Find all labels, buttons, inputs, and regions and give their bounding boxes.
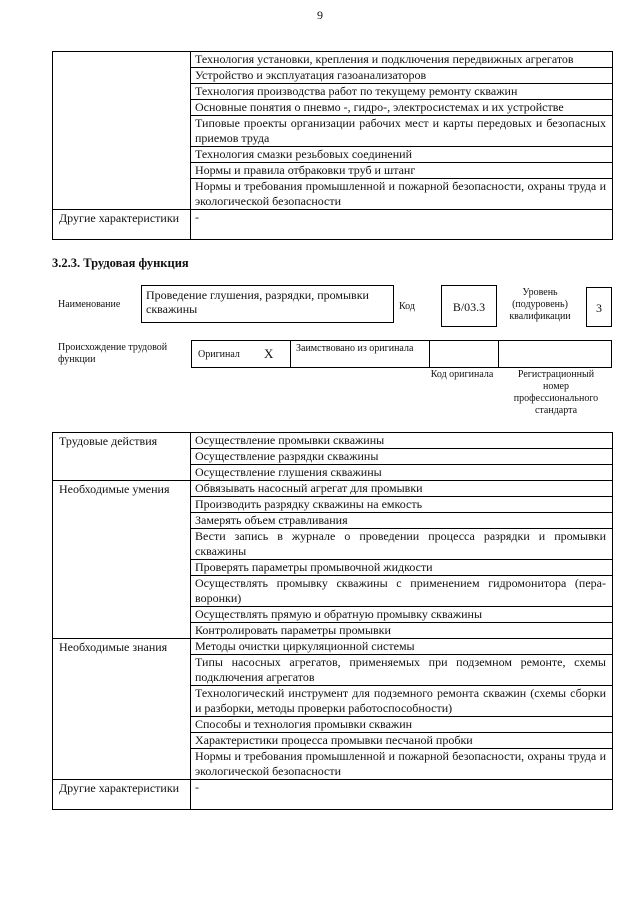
level-label: Уровень (подуровень) квалификации [509, 287, 571, 322]
original-mark: X [264, 346, 274, 361]
labor-actions-item: Осуществление промывки скважины [191, 433, 613, 449]
level-value-box [586, 287, 612, 327]
top-other-characteristics-label: Другие характеристики [53, 210, 191, 240]
main-other-characteristics-row [53, 780, 613, 810]
labor-actions-item: Осуществление глушения скважины [191, 465, 613, 481]
code-value: В/03.3 [452, 300, 486, 314]
skills-item: Контролировать параметры промывки [191, 623, 613, 639]
origin-divider-3 [498, 341, 499, 367]
origin-boxes [191, 340, 612, 368]
borrowed-label: Заимствовано из оригинала [296, 343, 414, 354]
top-table-body [53, 52, 613, 240]
reg-number-label: Регистрационный номер профессионального стандарта [513, 369, 599, 416]
knowledge-row [53, 639, 613, 655]
top-knowledge-item: Технология смазки резьбовых соединений [191, 147, 613, 163]
skills-item: Осуществлять прямую и обратную промывку скважины [191, 607, 613, 623]
top-knowledge-table [52, 51, 613, 240]
top-knowledge-item: Типовые проекты организации рабочих мест и карты передовых и безопасных приемов труда [191, 116, 613, 147]
skills-item: Осуществлять промывку скважины с применением гидромонитора (пера-воронки) [191, 576, 613, 607]
labor-actions-row [53, 433, 613, 449]
code-original-label: Код оригинала [430, 369, 494, 380]
skills-item: Вести запись в журнале о проведении процесса разрядки и промывки скважины [191, 529, 613, 560]
skills-row [53, 481, 613, 497]
top-knowledge-item: Нормы и правила отбраковки труб и штанг [191, 163, 613, 179]
section-title: 3.2.3. Трудовая функция [52, 256, 189, 270]
skills-item: Замерять объем стравливания [191, 513, 613, 529]
knowledge-item: Технологический инструмент для подземного ремонта скважин (схемы сборки и разборки, методы проверки работоспособности) [191, 686, 613, 717]
labor-actions-label: Трудовые действия [53, 433, 191, 481]
main-function-table [52, 432, 613, 810]
code-value-box [441, 285, 497, 327]
skills-item: Проверять параметры промывочной жидкости [191, 560, 613, 576]
function-name-value: Проведение глушения, разрядки, промывки скважины [146, 288, 369, 316]
top-knowledge-item: Основные понятия о пневмо -, гидро-, электросистемах и их устройстве [191, 100, 613, 116]
main-other-characteristics-label: Другие характеристики [53, 780, 191, 810]
origin-divider-1 [290, 341, 291, 367]
knowledge-item: Типы насосных агрегатов, применяемых при подземном ремонте, схемы подключения агрегатов [191, 655, 613, 686]
level-value: 3 [596, 301, 602, 315]
top-other-characteristics-value: - [191, 210, 613, 240]
labor-actions-item: Осуществление разрядки скважины [191, 449, 613, 465]
knowledge-item: Методы очистки циркуляционной системы [191, 639, 613, 655]
main-other-characteristics-value: - [191, 780, 613, 810]
top-knowledge-item: Устройство и эксплуатация газоанализаторов [191, 68, 613, 84]
origin-label: Происхождение трудовой функции [58, 342, 168, 365]
function-name-box [141, 285, 394, 323]
knowledge-item: Характеристики процесса промывки песчаной пробки [191, 733, 613, 749]
origin-divider-2 [429, 341, 430, 367]
knowledge-item: Нормы и требования промышленной и пожарной безопасности, охраны труда и экологической безопасности [191, 749, 613, 780]
top-other-characteristics-row [53, 210, 613, 240]
name-label: Наименование [58, 299, 121, 310]
top-knowledge-item: Нормы и требования промышленной и пожарной безопасности, охраны труда и экологической безопасности [191, 179, 613, 210]
original-label: Оригинал [198, 349, 240, 360]
knowledge-item: Способы и технология промывки скважин [191, 717, 613, 733]
code-label: Код [399, 301, 415, 312]
skills-item: Производить разрядку скважины на емкость [191, 497, 613, 513]
main-table-body [53, 433, 613, 810]
skills-label: Необходимые умения [53, 481, 191, 639]
knowledge-label: Необходимые знания [53, 639, 191, 780]
top-knowledge-item: Технология установки, крепления и подключения передвижных агрегатов [191, 52, 613, 68]
top-knowledge-row [53, 52, 613, 68]
page-number: 9 [317, 8, 323, 22]
skills-item: Обвязывать насосный агрегат для промывки [191, 481, 613, 497]
top-empty-label-cell [53, 52, 191, 210]
top-knowledge-item: Технология производства работ по текущему ремонту скважин [191, 84, 613, 100]
